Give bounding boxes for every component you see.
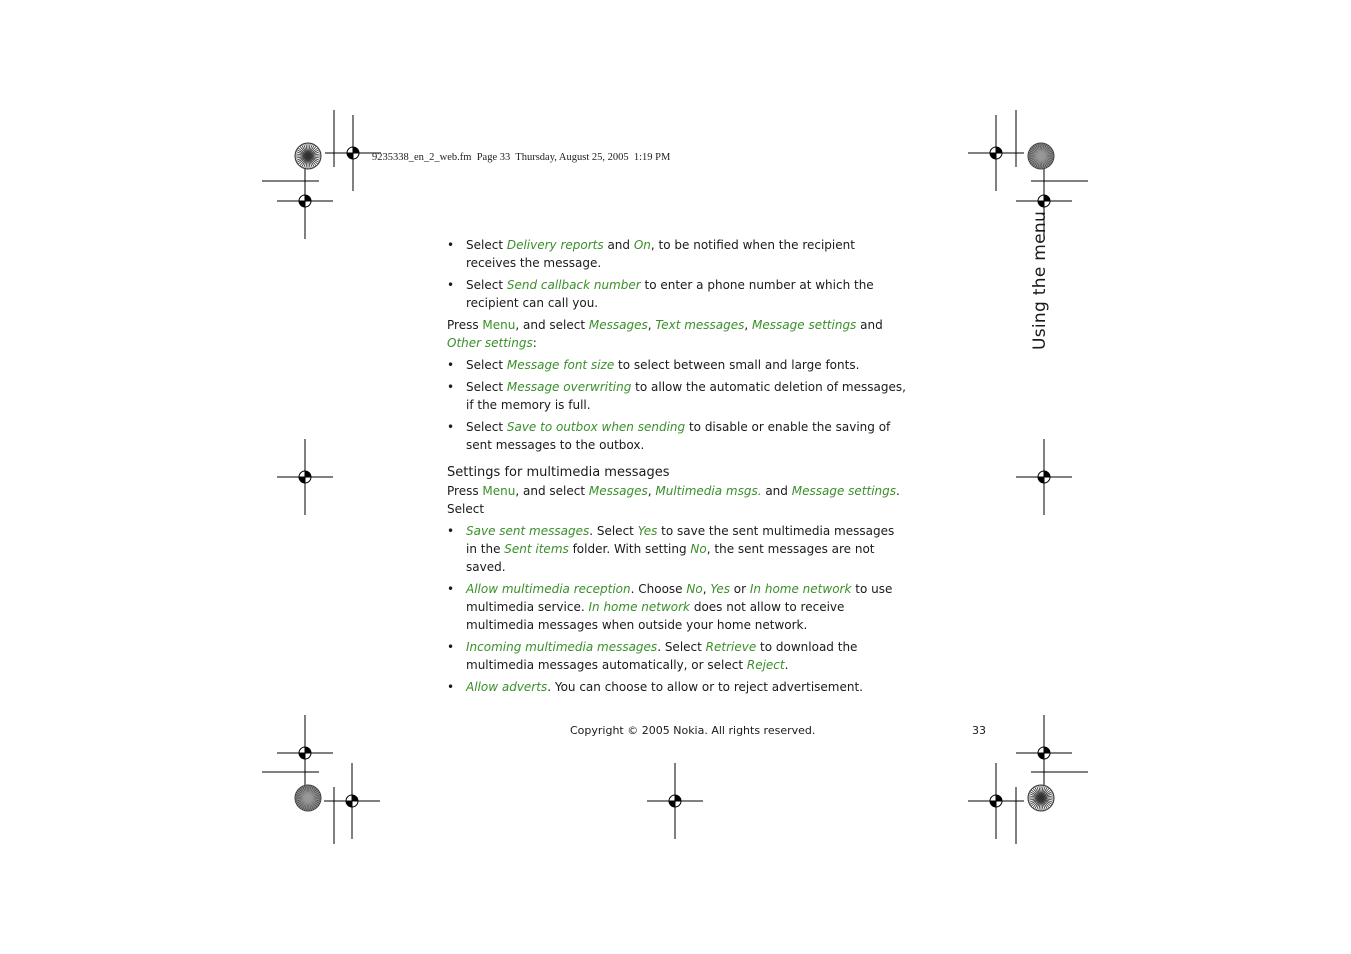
section-side-title: Using the menu — [1030, 210, 1050, 350]
list-item: • Select Message overwriting to allow the automatic deletion of messages, if the memory is full. — [447, 378, 907, 414]
registration-mark — [277, 439, 333, 515]
copyright-footer: Copyright © 2005 Nokia. All rights reserved. — [570, 724, 816, 737]
list-item: • Select Save to outbox when sending to disable or enable the saving of sent messages to the outbox. — [447, 418, 907, 454]
section-heading: Settings for multimedia messages — [447, 465, 670, 480]
starburst-mark — [295, 143, 321, 169]
starburst-mark — [295, 785, 321, 811]
registration-mark — [1016, 715, 1072, 791]
registration-mark — [324, 763, 380, 839]
list-item: • Select Message font size to select between small and large fonts. — [447, 356, 907, 374]
starburst-mark — [1028, 143, 1054, 169]
starburst-mark — [1028, 785, 1054, 811]
registration-mark — [277, 163, 333, 239]
instruction-paragraph: Press Menu, and select Messages, Multimedia msgs. and Message settings. Select — [447, 484, 900, 516]
list-item: • Select Delivery reports and On, to be notified when the recipient receives the message. — [447, 236, 907, 272]
print-header: 9235338_en_2_web.fm Page 33 Thursday, August 25, 2005 1:19 PM — [372, 152, 671, 163]
list-item: • Save sent messages. Select Yes to save the sent multimedia messages in the Sent items folder. With setting No, the sent messages are not saved. — [447, 522, 907, 576]
list-item: • Incoming multimedia messages. Select Retrieve to download the multimedia messages automatically, or select Reject. — [447, 638, 907, 674]
registration-mark — [277, 715, 333, 791]
list-item: • Allow adverts. You can choose to allow or to reject advertisement. — [447, 678, 907, 696]
registration-mark — [1016, 439, 1072, 515]
list-item: • Select Send callback number to enter a phone number at which the recipient can call you. — [447, 276, 907, 312]
page-content — [447, 236, 907, 700]
list-item: • Allow multimedia reception. Choose No, Yes or In home network to use multimedia service. In home network does not allow to receive multimedia messages when outside your home network. — [447, 580, 907, 634]
registration-mark — [647, 763, 703, 839]
page-number: 33 — [972, 724, 986, 737]
instruction-paragraph: Press Menu, and select Messages, Text messages, Message settings and Other settings: — [447, 318, 883, 350]
